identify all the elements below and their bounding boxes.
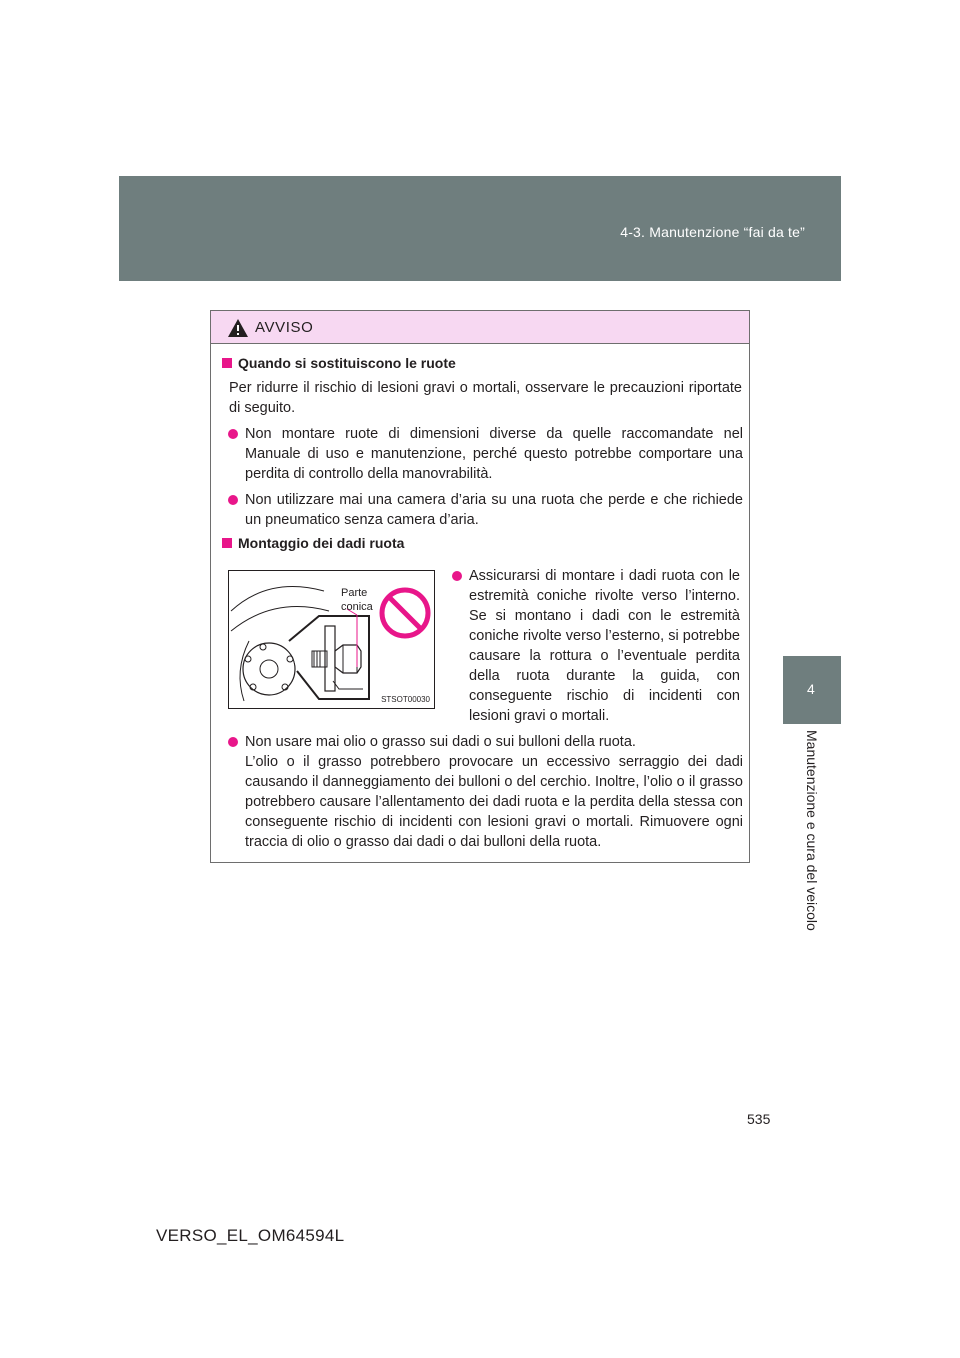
list-item — [228, 424, 743, 484]
round-bullet-icon — [228, 429, 238, 439]
warning-header — [211, 311, 749, 344]
warning-box — [210, 310, 750, 863]
document-code: VERSO_EL_OM64594L — [156, 1226, 345, 1245]
list-item — [452, 566, 741, 724]
header-band — [119, 176, 841, 281]
square-bullet-icon — [222, 538, 232, 548]
bullet-text: Non utilizzare mai una camera d’aria su una ruota che perde e che richiede un pneumatico senza camera d’aria. — [245, 492, 743, 528]
round-bullet-icon — [228, 495, 238, 505]
figure-code: STSOT00030 — [381, 695, 430, 704]
chapter-label-text: Manutenzione e cura del veicolo — [804, 730, 820, 931]
round-bullet-icon — [452, 571, 462, 581]
heading-text: Montaggio dei dadi ruota — [238, 535, 405, 551]
bullet-text: Assicurarsi di montare i dadi ruota con le estremità coniche rivolte verso l’interno. Se si montano i dadi con le estremità coniche rivolte verso l’esterno, si potrebbe causare la rottura o l’eventuale perdita della ruota durante la guida, con conseguente rischio di incidenti con lesioni gravi o mortali. — [469, 568, 740, 724]
round-bullet-icon — [228, 737, 238, 747]
chapter-number: 4 — [807, 681, 815, 697]
list-item — [228, 732, 743, 852]
section-heading-nuts — [222, 535, 404, 551]
section-title: 4-3. Manutenzione “fai da te” — [620, 224, 805, 240]
warning-title: AVVISO — [255, 319, 314, 336]
intro-paragraph: Per ridurre il rischio di lesioni gravi o mortali, osservare le precauzioni riportate di seguito. — [229, 380, 742, 416]
chapter-tab — [783, 656, 841, 724]
figure-label: conica — [341, 601, 373, 613]
figure-label: Parte — [341, 587, 368, 599]
list-item — [228, 490, 743, 530]
square-bullet-icon — [222, 358, 232, 368]
bullet-text-line: Non usare mai olio o grasso sui dadi o sui bulloni della ruota. — [245, 734, 636, 750]
page-number: 535 — [747, 1111, 771, 1127]
warning-triangle-icon — [227, 318, 249, 338]
bullet-text-rest: L’olio o il grasso potrebbero provocare un eccessivo serraggio dei dadi causando il danneggiamento dei bulloni o del cerchio. Inoltre, l’olio o il grasso potrebbero causare l’allentamento dei dadi ruota e la perdita della stessa con conseguente rischio di incidenti con lesioni gravi o mortali. Rimuovere ogni traccia di olio o grasso dai dadi o dai bulloni della ruota. — [245, 754, 743, 850]
bullet-text: Non montare ruote di dimensioni diverse da quelle raccomandate nel Manuale di uso e manutenzione, perché questo potrebbe comportare una perdita di controllo della manovrabilità. — [245, 426, 743, 482]
bullet-text — [245, 732, 743, 852]
wheel-hub-drawing — [229, 571, 435, 709]
wheel-nut-illustration — [228, 570, 435, 709]
section-heading-wheels — [222, 355, 456, 371]
heading-text: Quando si sostituiscono le ruote — [238, 355, 456, 371]
